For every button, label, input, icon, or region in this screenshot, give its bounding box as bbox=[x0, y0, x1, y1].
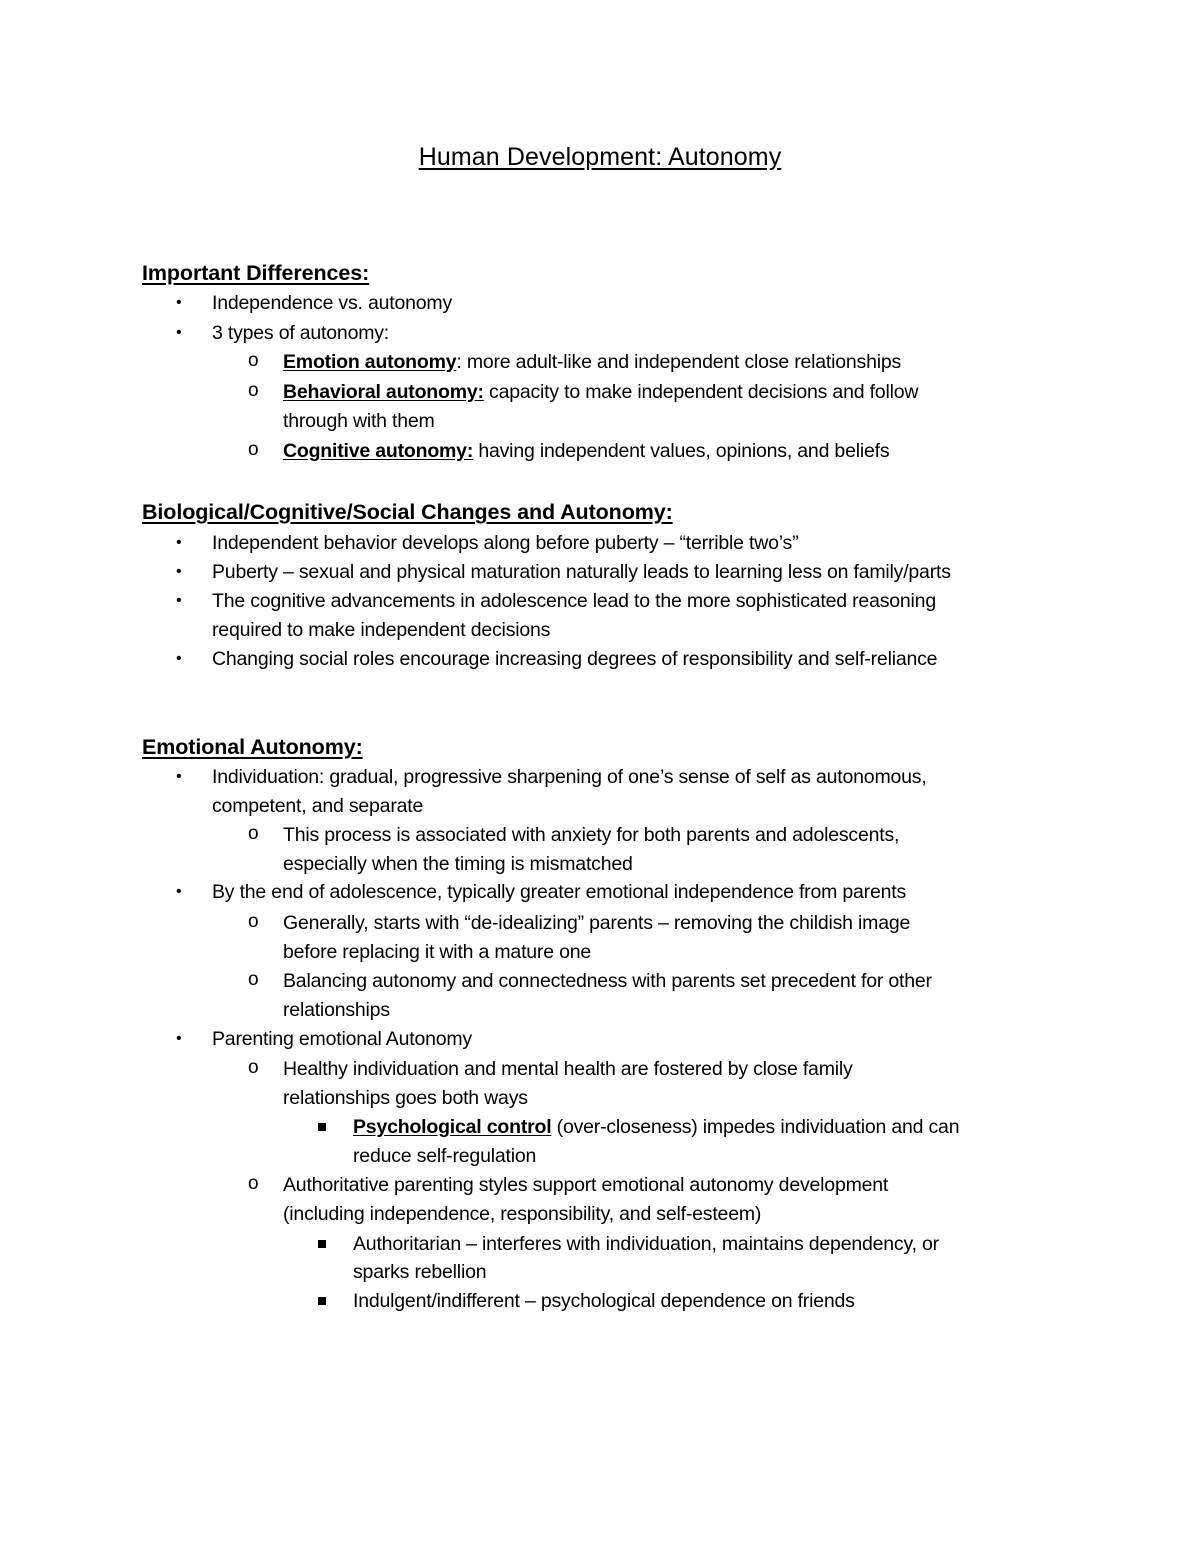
term-cognitive-autonomy: Cognitive autonomy: bbox=[283, 440, 474, 462]
page-title: Human Development: Autonomy bbox=[418, 143, 782, 171]
circle-bullet-icon: o bbox=[248, 911, 259, 932]
list-item bbox=[283, 381, 918, 404]
list-item-continuation: required to make independent decisions bbox=[212, 619, 551, 641]
list-item-continuation: through with them bbox=[283, 410, 435, 432]
list-item-continuation: (including independence, responsibility, and self-esteem) bbox=[283, 1203, 762, 1225]
list-item-continuation: reduce self-regulation bbox=[353, 1145, 537, 1167]
definition: (over-closeness) impedes individuation and can bbox=[551, 1116, 960, 1138]
list-item-continuation: sparks rebellion bbox=[353, 1261, 487, 1283]
square-bullet-icon bbox=[318, 1123, 326, 1131]
circle-bullet-icon: o bbox=[248, 350, 259, 371]
list-item: Authoritative parenting styles support emotional autonomy development bbox=[283, 1174, 889, 1196]
definition: capacity to make independent decisions and follow bbox=[483, 381, 919, 403]
list-item-continuation: before replacing it with a mature one bbox=[283, 941, 592, 963]
circle-bullet-icon: o bbox=[248, 969, 259, 990]
list-item bbox=[283, 440, 889, 463]
bullet-icon: • bbox=[176, 324, 182, 341]
term-behavioral-autonomy: Behavioral autonomy: bbox=[283, 381, 484, 403]
bullet-icon: • bbox=[176, 883, 182, 900]
list-item bbox=[283, 351, 901, 374]
bullet-icon: • bbox=[176, 294, 182, 311]
circle-bullet-icon: o bbox=[248, 380, 259, 401]
bullet-icon: • bbox=[176, 563, 182, 580]
bullet-icon: • bbox=[176, 534, 182, 551]
term-psychological-control: Psychological control bbox=[353, 1116, 552, 1138]
list-item bbox=[353, 1116, 959, 1139]
term-emotion-autonomy: Emotion autonomy bbox=[283, 351, 457, 373]
list-item: By the end of adolescence, typically greater emotional independence from parents bbox=[212, 881, 907, 903]
definition: : more adult-like and independent close relationships bbox=[456, 351, 902, 373]
list-item: Healthy individuation and mental health are fostered by close family bbox=[283, 1058, 853, 1080]
list-item: Indulgent/indifferent – psychological dependence on friends bbox=[353, 1290, 855, 1312]
list-item: Independent behavior develops along before puberty – “terrible two’s” bbox=[212, 532, 799, 554]
definition: having independent values, opinions, and beliefs bbox=[473, 440, 890, 462]
list-item: The cognitive advancements in adolescence lead to the more sophisticated reasoning bbox=[212, 590, 936, 612]
circle-bullet-icon: o bbox=[248, 439, 259, 460]
list-item: 3 types of autonomy: bbox=[212, 322, 390, 344]
square-bullet-icon bbox=[318, 1240, 326, 1248]
list-item: Independence vs. autonomy bbox=[212, 292, 453, 314]
square-bullet-icon bbox=[318, 1297, 326, 1305]
list-item-continuation: especially when the timing is mismatched bbox=[283, 853, 633, 875]
bullet-icon: • bbox=[176, 650, 182, 667]
list-item: Authoritarian – interferes with individuation, maintains dependency, or bbox=[353, 1233, 939, 1255]
bullet-icon: • bbox=[176, 1030, 182, 1047]
bullet-icon: • bbox=[176, 768, 182, 785]
list-item: Individuation: gradual, progressive sharpening of one’s sense of self as autonomous, bbox=[212, 766, 927, 788]
list-item: Puberty – sexual and physical maturation naturally leads to learning less on family/parts bbox=[212, 561, 951, 583]
list-item: Balancing autonomy and connectedness with parents set precedent for other bbox=[283, 970, 932, 992]
list-item: Parenting emotional Autonomy bbox=[212, 1028, 472, 1050]
circle-bullet-icon: o bbox=[248, 823, 259, 844]
list-item: This process is associated with anxiety for both parents and adolescents, bbox=[283, 824, 900, 846]
list-item: Generally, starts with “de-idealizing” parents – removing the childish image bbox=[283, 912, 911, 934]
bullet-icon: • bbox=[176, 592, 182, 609]
circle-bullet-icon: o bbox=[248, 1057, 259, 1078]
circle-bullet-icon: o bbox=[248, 1173, 259, 1194]
list-item-continuation: relationships goes both ways bbox=[283, 1087, 528, 1109]
section-heading-important-differences: Important Differences: bbox=[142, 261, 370, 285]
list-item-continuation: relationships bbox=[283, 999, 390, 1021]
list-item-continuation: competent, and separate bbox=[212, 795, 424, 817]
section-heading-emotional-autonomy: Emotional Autonomy: bbox=[142, 735, 363, 759]
section-heading-changes-and-autonomy: Biological/Cognitive/Social Changes and Autonomy: bbox=[142, 500, 673, 524]
list-item: Changing social roles encourage increasing degrees of responsibility and self-reliance bbox=[212, 648, 938, 670]
